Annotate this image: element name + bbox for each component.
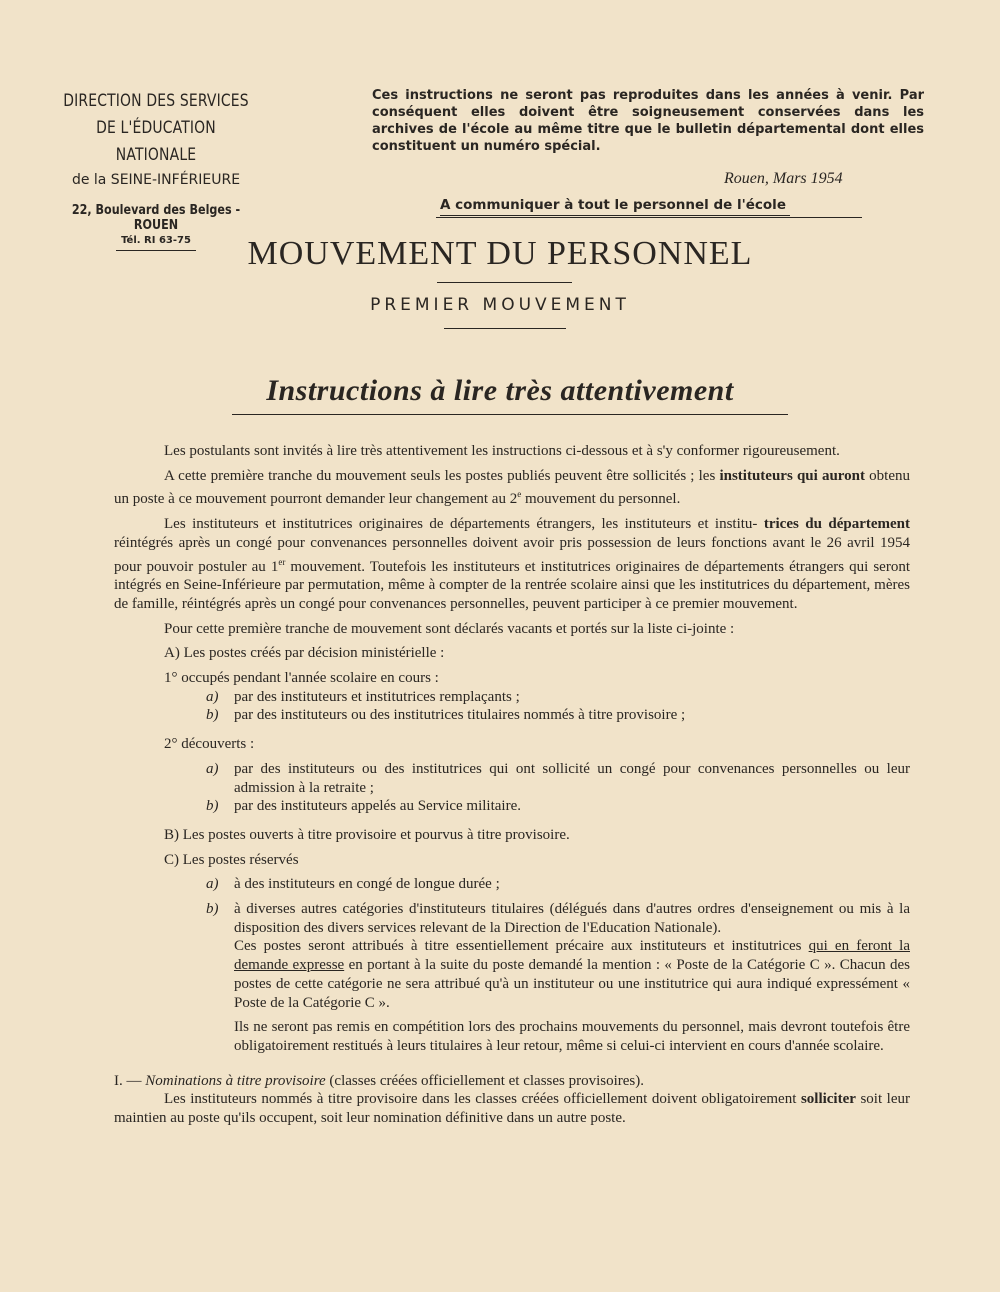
item-a2b-label: b) (206, 798, 219, 815)
section-i-text-a: Les instituteurs nommés à titre provisoire dans les classes créées officiellement doivent obligatoirement (164, 1091, 801, 1108)
paragraph-3-bold: trices du département (763, 516, 910, 533)
section-c: C) Les postes réservés (164, 851, 299, 868)
section-i-rest: (classes créées officiellement et classes provisoires). (325, 1072, 645, 1089)
instructions-title-rule (232, 414, 788, 415)
item-a1b (114, 706, 910, 725)
phone: Tél. RI 63-75 (121, 235, 191, 246)
communicate-rule (436, 217, 862, 218)
paragraph-2-text-c: obtenu un poste à ce mouvement pourront demander leur changement au 2 (114, 467, 910, 508)
communicate-note: A communiquer à tout le personnel de l'école (440, 197, 790, 216)
paragraph-1: Les postulants sont invités à lire très attentivement les instructions ci-dessous et à s'y conformer rigoureusement. (164, 443, 840, 459)
paragraph-2-text-d: mouvement du personnel. (521, 491, 681, 508)
document-body (114, 442, 910, 1128)
item-a2b (114, 797, 910, 816)
item-cb-text: à diverses autres catégories d'instituteurs titulaires (délégués dans d'autres ordres d'enseignement ou mis à la disposition des divers services relevant de la Direction de l'Education Nationale). (234, 901, 910, 936)
item-ca-text: à des instituteurs en congé de longue durée ; (234, 876, 500, 893)
paragraph-3-text-a: Les instituteurs et institutrices originaires de départements étrangers, les instituteurs et institu- (164, 516, 758, 533)
item-a1a-label: a) (206, 688, 219, 705)
letterhead (40, 88, 272, 251)
paragraph-2-text-a: A cette première tranche du mouvement seuls les postes publiés peuvent être sollicités ; les (164, 467, 716, 484)
item-a2b-text: par des instituteurs appelés au Service militaire. (234, 798, 521, 815)
item-cb-details-text-b: en portant à la suite du poste demandé la mention : « Poste de la Catégorie C ». Chacun des postes de cette catégorie ne sera attribué qu'à un instituteur ou une institutrice qui aura indiqué expressément « Poste de la Catégorie C ». (234, 957, 910, 1011)
org-line-3: de la SEINE-INFÉRIEURE (71, 172, 241, 188)
paragraph-3-text-d: mouvement. Toutefois les instituteurs et institutrices originaires de départements étrangers qui seront intégrés en Seine-Inférieure par permutation, même à compter de la rentrée scolaire ainsi que les institutrices du département, mères de famille, réintégrés après un congé pour convenances personnelles, peuvent participer à ce premier mouvement. (114, 558, 910, 612)
item-cb-details (114, 937, 910, 1012)
paragraph-3 (114, 515, 910, 614)
item-a1a (114, 688, 910, 707)
paragraph-3-sup: er (278, 556, 286, 567)
item-a2a-label: a) (206, 760, 219, 777)
item-a2a (114, 760, 910, 797)
sub-title-rule (444, 328, 566, 329)
section-i-text-c: soit leur maintien au poste qu'ils occupent, soit leur nomination définitive dans un autre poste. (114, 1091, 910, 1127)
section-a-1: 1° occupés pendant l'année scolaire en cours : (164, 670, 439, 687)
instructions-title: Instructions à lire très attentivement (266, 374, 734, 407)
section-b: B) Les postes ouverts à titre provisoire et pourvus à titre provisoire. (164, 826, 570, 843)
item-cb-details-text-a: Ces postes seront attribués à titre essentiellement précaire aux instituteurs et institutrices (234, 938, 809, 955)
section-i-paragraph (114, 1090, 910, 1127)
section-a-2: 2° découverts : (164, 736, 255, 753)
item-a1a-text: par des instituteurs et institutrices remplaçants ; (234, 688, 520, 705)
item-cb-details-underlined: qui en feront la demande expresse (234, 938, 910, 974)
dateline: Rouen, Mars 1954 (724, 170, 843, 187)
main-title-rule (437, 282, 572, 283)
sub-title: PREMIER MOUVEMENT (370, 295, 630, 315)
section-a: A) Les postes créés par décision ministérielle : (164, 645, 445, 662)
paragraph-2-sup: e (517, 489, 522, 500)
item-ca-label: a) (206, 876, 219, 893)
item-cb (114, 900, 910, 937)
paragraph-2-bold: instituteurs qui auront (719, 467, 866, 484)
address: 22, Boulevard des Belges - ROUEN (71, 203, 241, 233)
item-a1b-text: par des instituteurs ou des institutrices titulaires nommés à titre provisoire ; (234, 707, 686, 724)
paragraph-4: Pour cette première tranche de mouvement sont déclarés vacants et portés sur la liste ci-jointe : (164, 620, 735, 637)
header-notice: Ces instructions ne seront pas reproduites dans les années à venir. Par conséquent elles doivent être soigneusement conservées dans les archives de l'école au même titre que le bulletin départemental dont elles constituent un numéro spécial. (372, 88, 924, 154)
section-i-title: Nominations à titre provisoire (145, 1072, 326, 1089)
org-line-1: DIRECTION DES SERVICES (63, 91, 249, 111)
org-line-2: DE L'ÉDUCATION NATIONALE (96, 118, 216, 165)
main-title: MOUVEMENT DU PERSONNEL (247, 235, 753, 272)
section-i-number: I. — (114, 1072, 146, 1089)
section-i-heading (114, 1072, 910, 1091)
item-cb-label: b) (206, 901, 219, 918)
item-a2a-text: par des instituteurs ou des institutrices qui ont sollicité un congé pour convenances personnelles ou leur admission à la retraite ; (234, 760, 910, 796)
item-ca (114, 875, 910, 894)
item-a1b-label: b) (206, 707, 219, 724)
paragraph-2 (114, 467, 910, 509)
section-i-bold: solliciter (800, 1091, 856, 1108)
item-cb-note: Ils ne seront pas remis en compétition lors des prochains mouvements du personnel, mais devront toutefois être obligatoirement restitués à leurs titulaires à leur retour, même si celui-ci intervient en cours d'année scolaire. (234, 1019, 910, 1054)
paragraph-3-text-c: réintégrés après un congé pour convenances personnelles doivent avoir pris possession de leurs fonctions avant le 26 avril 1954 pour pouvoir postuler au 1 (114, 534, 910, 575)
